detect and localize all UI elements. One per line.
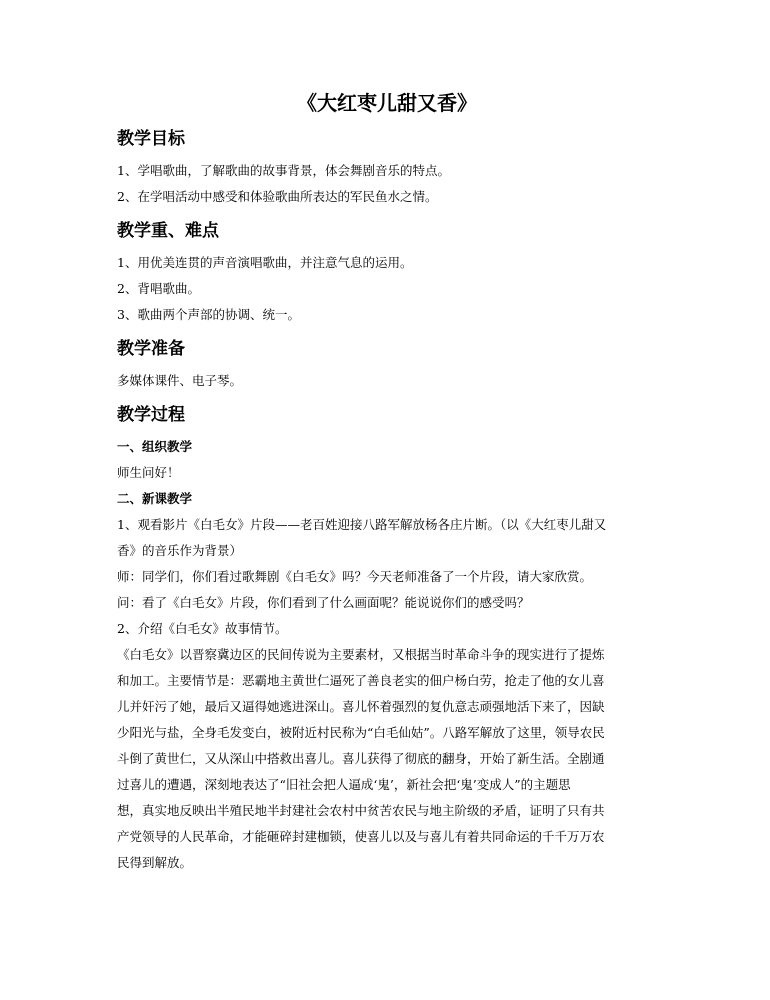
process-item2: 2、介绍《白毛女》故事情节。 bbox=[117, 621, 288, 636]
document-title: 《大红枣儿甜又香》 bbox=[297, 91, 477, 115]
preparation-text: 多媒体课件、电子琴。 bbox=[117, 373, 243, 388]
story-line: 少阳光与盐，全身毛发变白，被附近村民称为“白毛仙姑”。八路军解放了这里，领导农民 bbox=[117, 725, 605, 740]
document-page bbox=[117, 88, 657, 876]
objectives-heading: 教学目标 bbox=[117, 129, 185, 149]
story-line: 想，真实地反映出半殖民地半封建社会农村中贫苦农民与地主阶级的矛盾，证明了只有共 bbox=[117, 803, 605, 818]
key-point-item-3: 3、歌曲两个声部的协调、统一。 bbox=[117, 307, 300, 322]
story-line: 斗倒了黄世仁，又从深山中搭救出喜儿。喜儿获得了彻底的翻身，开始了新生活。全剧通 bbox=[117, 751, 605, 766]
key-point-item-2: 2、背唱歌曲。 bbox=[117, 281, 200, 296]
step2-heading: 二、新课教学 bbox=[117, 491, 193, 506]
question-line: 问：看了《白毛女》片段，你们看到了什么画面呢？能说说你们的感受吗？ bbox=[117, 595, 530, 610]
teacher-line: 师：同学们，你们看过歌舞剧《白毛女》吗？今天老师准备了一个片段，请大家欣赏。 bbox=[117, 569, 593, 584]
story-line: 儿并奸污了她，最后又逼得她逃进深山。喜儿怀着强烈的复仇意志顽强地活下来了，因缺 bbox=[117, 699, 605, 714]
objective-item-1: 1、学唱歌曲，了解歌曲的故事背景，体会舞剧音乐的特点。 bbox=[117, 163, 450, 178]
objective-item-2: 2、在学唱活动中感受和体验歌曲所表达的军民鱼水之情。 bbox=[117, 189, 438, 204]
key-points-heading: 教学重、难点 bbox=[117, 221, 219, 241]
step1-heading: 一、组织教学 bbox=[117, 439, 193, 454]
story-line: 和加工。主要情节是：恶霸地主黄世仁逼死了善良老实的佃户杨白劳，抢走了他的女儿喜 bbox=[117, 673, 605, 688]
process-item1-line2: 香》的音乐作为背景） bbox=[117, 543, 243, 558]
key-point-item-1: 1、用优美连贯的声音演唱歌曲，并注意气息的运用。 bbox=[117, 255, 413, 270]
process-heading: 教学过程 bbox=[117, 405, 185, 425]
step1-text: 师生问好！ bbox=[117, 465, 180, 480]
preparation-heading: 教学准备 bbox=[117, 339, 185, 359]
story-line: 产党领导的人民革命，才能砸碎封建枷锁，使喜儿以及与喜儿有着共同命运的千千万万农 bbox=[117, 829, 605, 844]
story-line: 《白毛女》以晋察冀边区的民间传说为主要素材，又根据当时革命斗争的现实进行了提炼 bbox=[117, 647, 605, 662]
process-item1-line1: 1、观看影片《白毛女》片段——老百姓迎接八路军解放杨各庄片断。（以《大红枣儿甜又 bbox=[117, 517, 607, 532]
story-line: 过喜儿的遭遇，深刻地表达了“旧社会把人逼成‘鬼’，新社会把‘鬼’变成人”的主题思 bbox=[117, 777, 571, 792]
story-line: 民得到解放。 bbox=[117, 855, 193, 870]
